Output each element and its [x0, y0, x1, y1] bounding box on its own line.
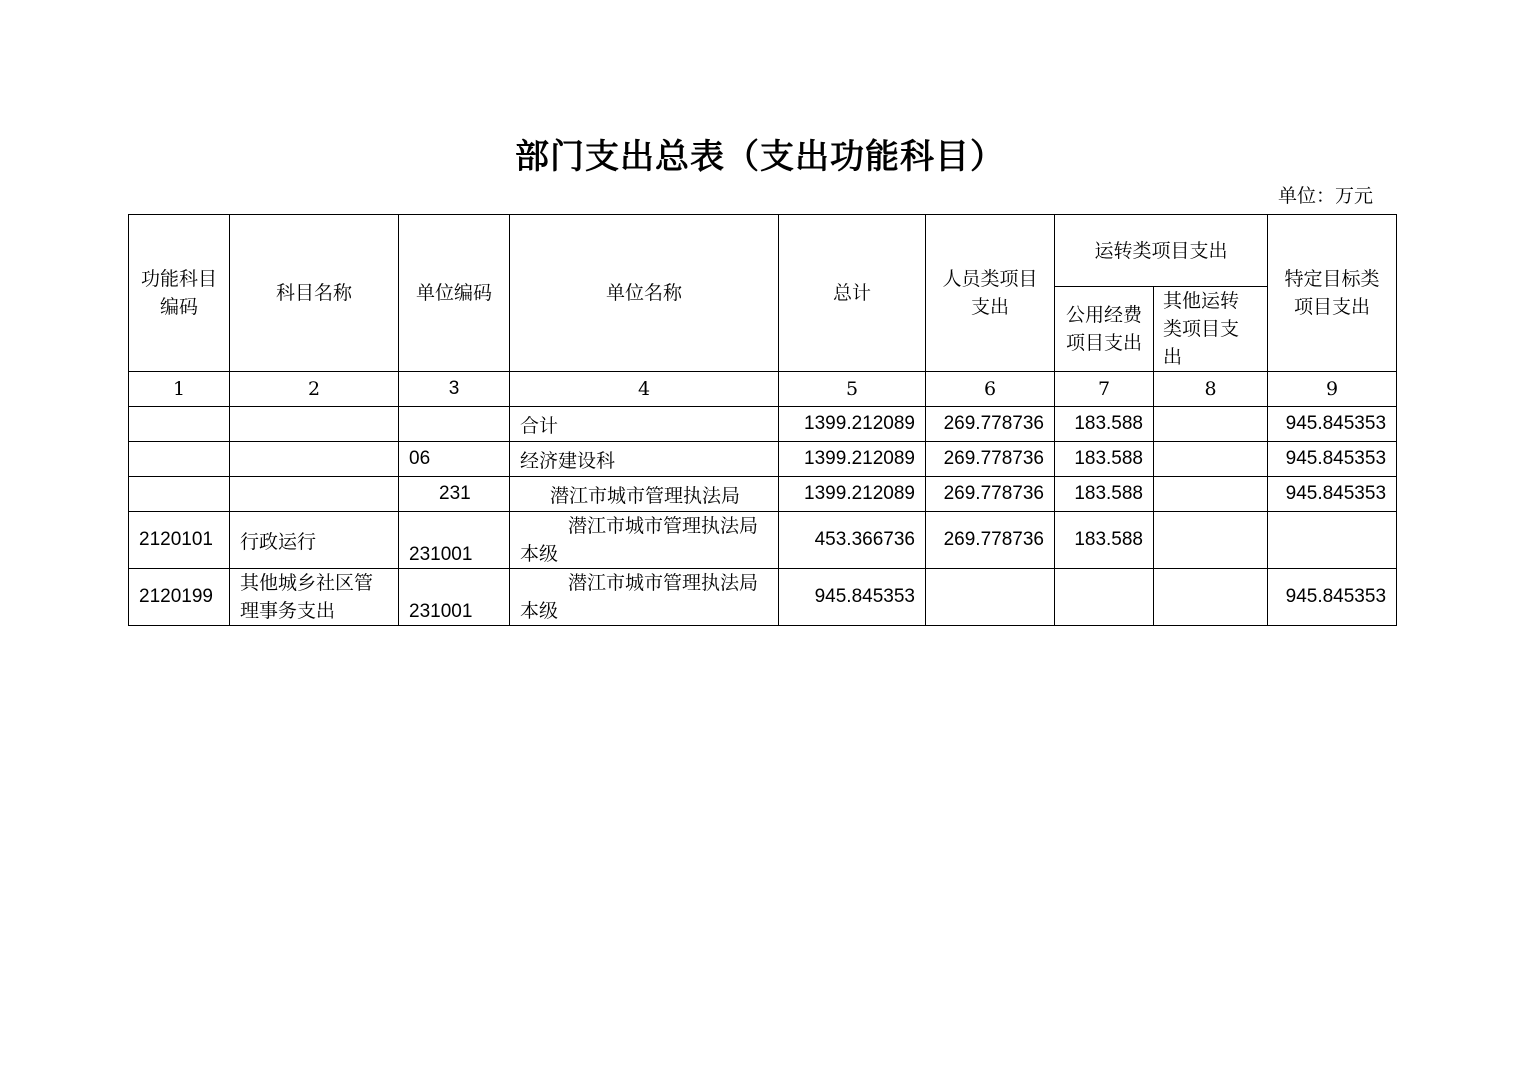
cell-personnel: 269.778736	[926, 477, 1055, 512]
cell-unit-name: 合计	[510, 407, 779, 442]
cell-total: 1399.212089	[779, 477, 926, 512]
cell-unit-name: 潜江市城市管理执法局 本级	[510, 512, 779, 569]
index-cell: 6	[926, 372, 1055, 407]
cell-func-code: 2120101	[129, 512, 230, 569]
cell-total: 1399.212089	[779, 407, 926, 442]
table-row	[129, 569, 1397, 626]
table-row	[129, 477, 1397, 512]
cell-total: 945.845353	[779, 569, 926, 626]
index-cell: 9	[1268, 372, 1397, 407]
cell-other-operation	[1154, 407, 1268, 442]
cell-public: 183.588	[1055, 477, 1154, 512]
header-unit-name: 单位名称	[510, 215, 779, 372]
cell-other-operation	[1154, 477, 1268, 512]
cell-unit-code: 231	[399, 477, 510, 512]
header-subject-name: 科目名称	[230, 215, 399, 372]
cell-func-code	[129, 407, 230, 442]
cell-subject-name	[230, 407, 399, 442]
index-cell: 2	[230, 372, 399, 407]
cell-total: 1399.212089	[779, 442, 926, 477]
header-specific: 特定目标类 项目支出	[1268, 215, 1397, 372]
cell-public: 183.588	[1055, 442, 1154, 477]
page-title: 部门支出总表（支出功能科目）	[515, 137, 1005, 177]
header-unit-code: 单位编码	[399, 215, 510, 372]
cell-func-code	[129, 442, 230, 477]
table-row	[129, 407, 1397, 442]
header-func-code: 功能科目 编码	[129, 215, 230, 372]
table-row	[129, 442, 1397, 477]
cell-specific: 945.845353	[1268, 407, 1397, 442]
header-other-operation: 其他运转 类项目支 出	[1154, 287, 1268, 372]
cell-subject-name	[230, 442, 399, 477]
cell-other-operation	[1154, 569, 1268, 626]
cell-personnel: 269.778736	[926, 512, 1055, 569]
cell-public: 183.588	[1055, 407, 1154, 442]
index-cell: 1	[129, 372, 230, 407]
index-cell: 5	[779, 372, 926, 407]
cell-unit-name: 潜江市城市管理执法局 本级	[510, 569, 779, 626]
cell-personnel	[926, 569, 1055, 626]
cell-other-operation	[1154, 512, 1268, 569]
cell-public	[1055, 569, 1154, 626]
cell-specific: 945.845353	[1268, 442, 1397, 477]
header-operation: 运转类项目支出	[1055, 215, 1268, 287]
cell-unit-code: 231001	[399, 569, 510, 626]
cell-func-code: 2120199	[129, 569, 230, 626]
index-cell: 4	[510, 372, 779, 407]
cell-subject-name: 行政运行	[230, 512, 399, 569]
index-cell: 8	[1154, 372, 1268, 407]
header-personnel: 人员类项目 支出	[926, 215, 1055, 372]
cell-unit-code: 06	[399, 442, 510, 477]
expenditure-table	[128, 214, 1397, 626]
index-row	[129, 372, 1397, 407]
unit-label: 单位：万元	[1278, 185, 1374, 207]
header-public: 公用经费 项目支出	[1055, 287, 1154, 372]
cell-unit-code	[399, 407, 510, 442]
header-total: 总计	[779, 215, 926, 372]
cell-public: 183.588	[1055, 512, 1154, 569]
cell-other-operation	[1154, 442, 1268, 477]
table-row	[129, 512, 1397, 569]
header-row-1	[129, 215, 1397, 287]
index-cell: 3	[399, 372, 510, 407]
cell-func-code	[129, 477, 230, 512]
cell-specific	[1268, 512, 1397, 569]
cell-total: 453.366736	[779, 512, 926, 569]
cell-personnel: 269.778736	[926, 407, 1055, 442]
cell-subject-name: 其他城乡社区管 理事务支出	[230, 569, 399, 626]
index-cell: 7	[1055, 372, 1154, 407]
cell-unit-code: 231001	[399, 512, 510, 569]
cell-unit-name: 潜江市城市管理执法局	[510, 477, 779, 512]
cell-unit-name: 经济建设科	[510, 442, 779, 477]
cell-subject-name	[230, 477, 399, 512]
cell-specific: 945.845353	[1268, 569, 1397, 626]
cell-personnel: 269.778736	[926, 442, 1055, 477]
cell-specific: 945.845353	[1268, 477, 1397, 512]
